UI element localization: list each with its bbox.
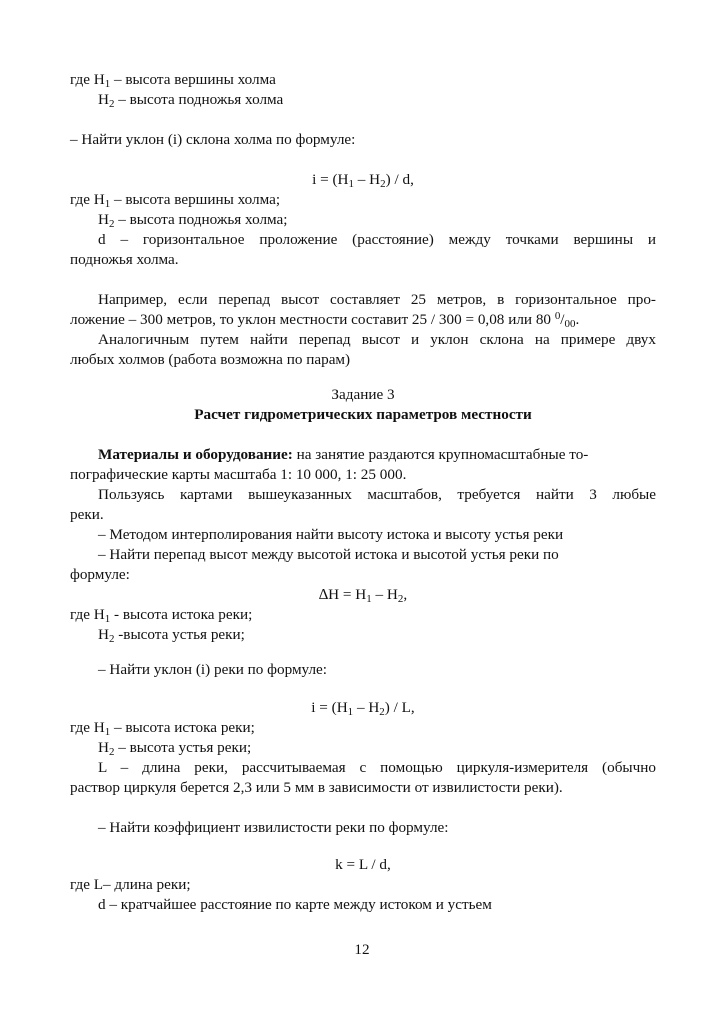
text-line: – Найти уклон (i) реки по формуле: (98, 661, 328, 678)
text-line: любых холмов (работа возможна по парам) (70, 351, 351, 368)
text-span: – высота подножья холма; (114, 211, 288, 228)
text-line (70, 718, 656, 738)
subscript: 2 (397, 593, 404, 606)
subscript: 2 (108, 633, 115, 646)
text-line: L – длина реки, рассчитываемая с помощью циркуля-измерителя (обычно (98, 759, 656, 776)
text-line (98, 90, 656, 110)
text-line: – Методом интерполирования найти высоту истока и высоту устья реки (98, 526, 564, 543)
formula-height-difference (70, 585, 656, 605)
text-line: Пользуясь картами вышеуказанных масштабов, требуется найти 3 любые (98, 486, 656, 503)
text-span: . (575, 311, 580, 328)
formula-slope-hill (70, 170, 656, 190)
text-span: H (98, 739, 109, 756)
text-span: - высота истока реки; (110, 606, 253, 623)
text-line: раствор циркуля берется 2,3 или 5 мм в зависимости от извилистости реки). (70, 779, 563, 796)
subscript: 1 (104, 726, 111, 739)
text-span: – высота устья реки; (114, 739, 252, 756)
text-line: где L– длина реки; (70, 876, 191, 893)
text-span: – H (353, 171, 381, 188)
subscript: 1 (366, 593, 372, 606)
text-span: – высота истока реки; (110, 719, 255, 736)
subscript: 00 (564, 318, 576, 331)
text-span: ) / d, (385, 171, 414, 188)
text-span: / (560, 311, 565, 328)
text-line: подножья холма. (70, 251, 179, 268)
text-span: H (98, 91, 109, 108)
text-span: H (98, 626, 109, 643)
subscript: 2 (108, 218, 115, 231)
text-line (70, 190, 656, 210)
page-number: 12 (354, 941, 370, 958)
text-line: – Найти уклон (i) склона холма по формуле: (70, 131, 356, 148)
text-line (98, 625, 656, 645)
subscript: 2 (108, 98, 115, 111)
text-line: – Найти коэффициент извилистости реки по формуле: (98, 819, 449, 836)
text-span: H (98, 211, 109, 228)
superscript: 0 (554, 310, 561, 323)
text-span: где H (70, 71, 105, 88)
subscript: 2 (108, 746, 115, 759)
text-span: на занятие раздаются крупномасштабные то- (292, 446, 589, 463)
text-span: – высота подножья холма (114, 91, 284, 108)
text-line (98, 210, 656, 230)
text-span: где H (70, 606, 105, 623)
text-line (70, 605, 656, 625)
bold-label: Материалы и оборудование: (98, 446, 293, 463)
text-span: где H (70, 719, 105, 736)
text-line: – Найти перепад высот между высотой истока и высотой устья реки по (98, 546, 559, 563)
text-line: Например, если перепад высот составляет 25 метров, в горизонтальное про- (98, 291, 656, 308)
text-span: где H (70, 191, 105, 208)
text-line: пографические карты масштаба 1: 10 000, 1: 25 000. (70, 466, 407, 483)
text-span: ложение – 300 метров, то уклон местности составит 25 / 300 = 0,08 или 80 (70, 311, 555, 328)
subscript: 1 (348, 178, 354, 191)
formula-river-slope (70, 698, 656, 718)
text-line: d – кратчайшее расстояние по карте между истоком и устьем (98, 896, 492, 913)
text-line (98, 738, 656, 758)
subscript: 2 (379, 706, 385, 719)
section-heading: Расчет гидрометрических параметров местности (194, 406, 532, 423)
text-span: i = (H (311, 699, 348, 716)
formula-sinuosity: k = L / d, (335, 856, 391, 873)
text-span: i = (H (312, 171, 349, 188)
text-span: , (403, 586, 408, 603)
text-span: ∆H = H (318, 586, 367, 603)
subscript: 1 (347, 706, 354, 719)
text-line: d – горизонтальное проложение (расстояние) между точками вершины и (98, 231, 656, 248)
text-line (70, 70, 656, 90)
text-line (70, 310, 656, 330)
subscript: 1 (104, 198, 111, 211)
text-line: реки. (70, 506, 104, 523)
text-span: – высота вершины холма (110, 71, 276, 88)
text-line (98, 445, 656, 465)
subscript: 2 (380, 178, 386, 191)
text-span: – H (353, 699, 380, 716)
text-line: Аналогичным путем найти перепад высот и уклон склона на примере двух (98, 331, 656, 348)
subscript: 1 (104, 78, 111, 91)
text-span: -высота устья реки; (114, 626, 245, 643)
text-span: – высота вершины холма; (110, 191, 281, 208)
subscript: 1 (104, 613, 111, 626)
text-line: формуле: (70, 566, 130, 583)
text-span: ) / L, (384, 699, 415, 716)
text-span: – H (371, 586, 398, 603)
task-number: Задание 3 (331, 386, 395, 403)
